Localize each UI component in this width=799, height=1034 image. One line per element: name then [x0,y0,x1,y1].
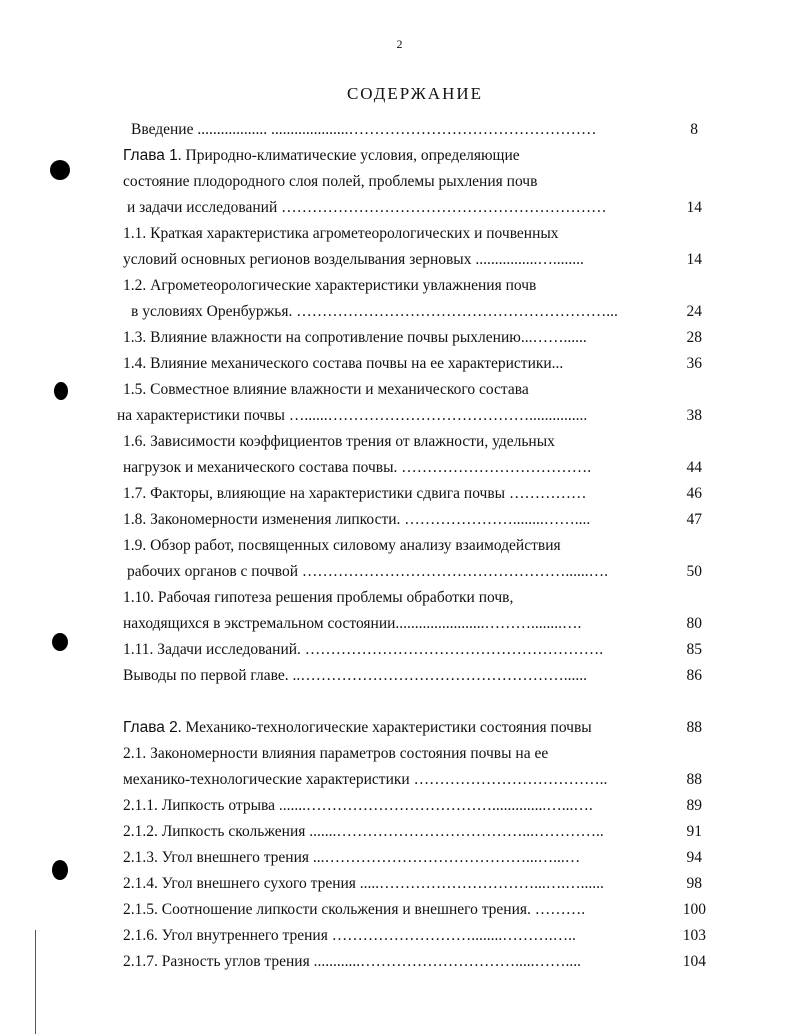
punch-hole-mark [52,860,68,880]
toc-entry-page: 100 [682,901,706,918]
toc-entry-text: 1.6. Зависимости коэффициентов трения от влажности, удельных [123,433,555,450]
toc-entry-text [123,718,592,738]
toc-entry-text: 1.5. Совместное влияние влажности и механического состава [123,381,529,398]
toc-entry-text: 1.1. Краткая характеристика агрометеорологических и почвенных [123,225,559,242]
punch-hole-mark [52,633,68,651]
toc-entry-text: 1.2. Агрометеорологические характеристики увлажнения почв [123,277,537,294]
toc-entry-text: Выводы по первой главе. ..……………………………………………...... [123,667,587,684]
toc-entry-page: 80 [686,615,702,632]
toc-entry-text: 2.1.4. Угол внешнего сухого трения .....…………………………...….…...... [123,875,604,892]
toc-entry-text: в условиях Оренбуржья. ……………………………………………………... [131,303,618,320]
toc-entry-page: 47 [686,511,702,528]
chapter-label: Глава 2 [123,719,178,736]
toc-entry-page: 86 [686,667,702,684]
toc-entry-text: находящихся в экстремальном состоянии.......................………........…. [123,615,582,632]
punch-hole-mark [54,382,68,400]
toc-entry-text: 1.7. Факторы, влияющие на характеристики сдвига почвы …………… [123,485,587,502]
toc-entry-page: 14 [686,251,702,268]
toc-entry-page: 24 [686,303,702,320]
toc-entry-page: 38 [686,407,702,424]
toc-entry-page: 8 [690,121,698,138]
toc-entry-text: механико-технологические характеристики ……………………………….. [123,771,608,788]
toc-entry-page: 94 [686,849,702,866]
toc-entry-text: 2.1.2. Липкость скольжения .......………………………………...………….. [123,823,604,840]
toc-entry-page: 98 [686,875,702,892]
toc-title: СОДЕРЖАНИЕ [346,84,484,103]
toc-entry-text: 1.3. Влияние влажности на сопротивление почвы рыхлению...……...... [123,329,587,346]
toc-entry-text: 2.1.5. Соотношение липкости скольжения и внешнего трения. ………. [123,901,586,918]
toc-entry-text: 1.4. Влияние механического состава почвы на ее характеристики... [123,355,564,372]
toc-entry-page: 103 [682,927,706,944]
chapter-rest: . Механико-технологические характеристики состояния почвы [177,719,592,736]
toc-entry-page: 88 [686,719,702,736]
toc-entry-text: 1.10. Рабочая гипотеза решения проблемы обработки почв, [123,589,514,606]
toc-entry-page: 46 [686,485,702,502]
toc-entry-page: 88 [686,771,702,788]
toc-entry-text: 2.1. Закономерности влияния параметров состояния почвы на ее [123,745,549,762]
chapter-label: Глава 1 [123,147,178,164]
toc-entry-text: Введение .................. ....................………………………………………… [131,121,597,138]
toc-entry-text: рабочих органов с почвой ……………………………………………......…. [127,563,609,580]
toc-entry-text: 1.9. Обзор работ, посвященных силовому анализу взаимодействия [123,537,561,554]
toc-entry-text: 1.11. Задачи исследований. …………………………………………………. [123,641,604,658]
toc-entry-text: 2.1.3. Угол внешнего трения ...…………………………………...…...… [123,849,581,866]
page-number: 2 [396,37,403,51]
toc-entry-text: условий основных регионов возделывания зерновых ................…........ [123,251,584,268]
toc-entry-text: 2.1.6. Угол внутреннего трения ………………………........……….….. [123,927,576,944]
scan-edge-line [35,930,36,1034]
toc-entry-page: 44 [686,459,702,476]
toc-entry-page: 50 [686,563,702,580]
toc-entry-text: 1.8. Закономерности изменения липкости. …………………........…….... [123,511,591,528]
toc-entry-page: 14 [686,199,702,216]
toc-entry-text: 2.1.1. Липкость отрыва .......………………………………..............…...…. [123,797,593,814]
punch-hole-mark [50,160,70,180]
toc-entry-page: 28 [686,329,702,346]
toc-entry-page: 85 [686,641,702,658]
toc-entry-page: 91 [686,823,702,840]
toc-entry-text [123,146,520,166]
toc-entry-page: 36 [686,355,702,372]
toc-entry-text: 2.1.7. Разность углов трения ............………………………….....…….... [123,953,581,970]
toc-entry-text: нагрузок и механического состава почвы. ………………………………. [123,459,592,476]
toc-entry-text: и задачи исследований ……………………………………………………… [127,199,607,216]
chapter-rest: . Природно-климатические условия, определяющие [177,147,520,164]
toc-entry-page: 89 [686,797,702,814]
toc-entry-text: на характеристики почвы …......…………………………………............... [117,407,588,424]
toc-entry-page: 104 [682,953,706,970]
toc-entry-text: состояние плодородного слоя полей, проблемы рыхления почв [123,173,538,190]
